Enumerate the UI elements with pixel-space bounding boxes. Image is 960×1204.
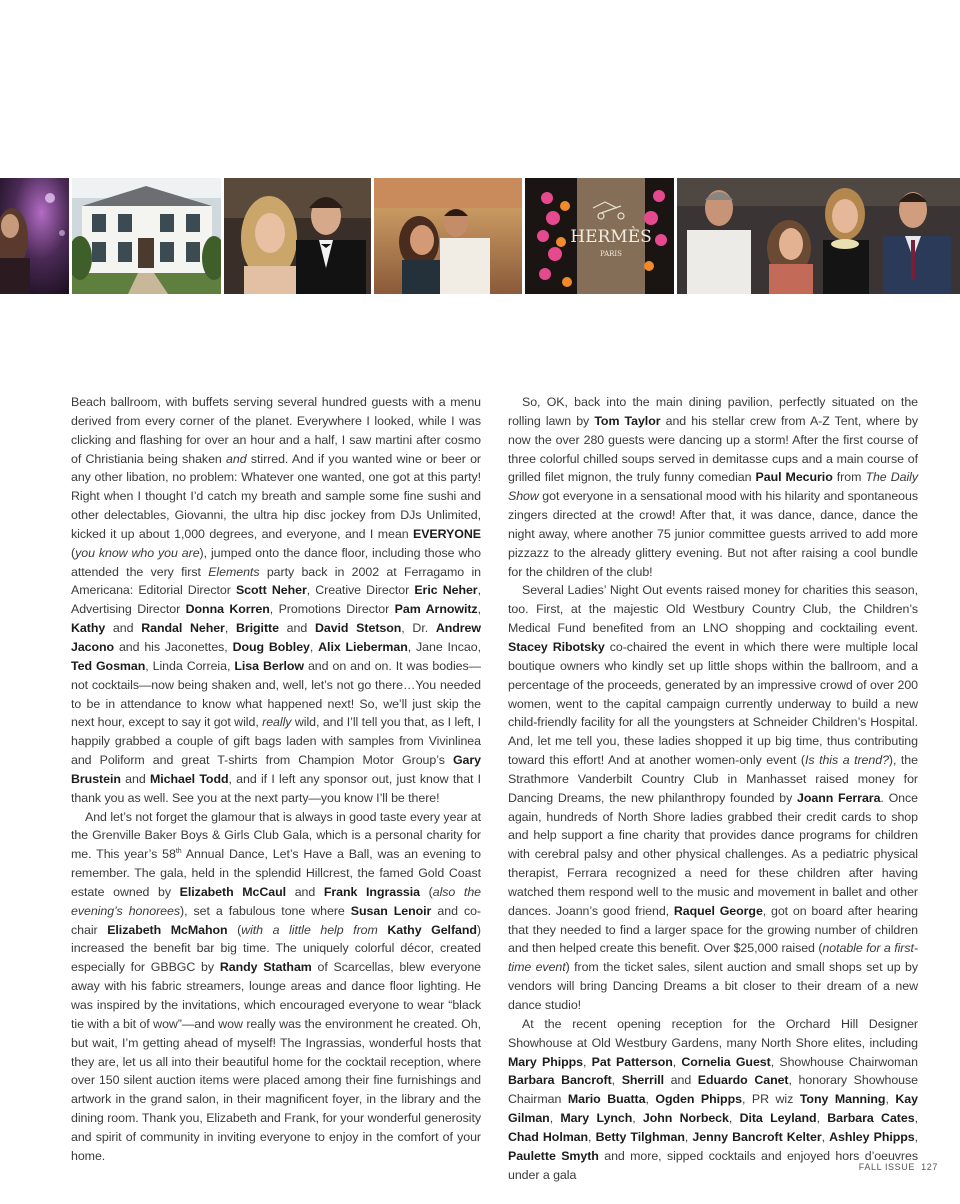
bold-name: Donna Korren: [185, 602, 270, 617]
article-paragraph: [508, 581, 918, 1014]
bold-name: Doug Bobley: [232, 639, 310, 654]
article-column-right: [508, 393, 918, 1184]
bold-name: Susan Lenoir: [350, 903, 432, 918]
text-run: ,: [309, 639, 319, 654]
hermes-sign-city: PARIS: [599, 250, 622, 258]
italic-text: and: [226, 451, 247, 466]
text-run: and: [286, 884, 324, 899]
text-run: and: [278, 621, 315, 636]
text-run: ,: [611, 1073, 622, 1088]
bold-name: Tony Manning: [799, 1092, 886, 1107]
bold-name: Michael Todd: [149, 771, 229, 786]
text-run: party back in 2002 at Ferragamo in Americana: Editorial Director: [71, 564, 481, 598]
bold-name: Joann Ferrara: [797, 790, 881, 805]
text-run: ,: [672, 1054, 682, 1069]
text-run: ,: [477, 602, 481, 617]
text-run: ), set a fabulous tone where: [180, 903, 351, 918]
photo-mansion: [72, 178, 221, 294]
bold-name: Raquel George: [673, 903, 763, 918]
text-run: , Linda Correia,: [145, 658, 235, 673]
bold-name: Chad Holman: [508, 1129, 589, 1144]
text-run: . Once again, hundreds of North Shore ladies grabbed their credit cards to shop and help support a fine charity that provides dance programs for children with cerebral palsy and other physical challenges. As a pediatric physical therapist, Ferrara recognized a need for these children after having watched them respond well to the music and movement in ballet and other dances. Joann’s good friend,: [508, 790, 919, 918]
text-run: stirred. And if you wanted wine or beer or any other libation, no problem: Whatever one wanted, one got at this party! Right when I thought I’d catch my breath and sample some fine sushi and other delectables, Giovanni, the ultra hip disc jockey from DJs Unlimited, kicked it up about 1,000 degrees, and everyone, and I mean: [71, 451, 481, 541]
text-run: th: [175, 848, 182, 856]
text-run: ), the Strathmore Vanderbilt Country Club in Manhasset raised money for Dancing Dreams, the new philanthropy founded by: [508, 753, 918, 805]
text-run: , PR wiz: [741, 1092, 800, 1107]
italic-text: you know who you are: [75, 545, 200, 560]
bold-name: Mary Lynch: [560, 1111, 633, 1126]
bold-name: Jenny Bancroft Kelter: [692, 1129, 822, 1144]
photo-dancer: [0, 178, 69, 294]
text-run: , and if I left any sponsor out, just know that I thank you as well. See you at the next party—you know I’ll be there!: [71, 771, 482, 805]
bold-name: EVERYONE: [413, 526, 481, 541]
text-run: co-chaired the event in which there were multiple local boutique owners who kindly set up little shops within the ballroom, and a percentage of the proceeds, generated by an impressive crowd of over 200 women, went to the capital campaign currently underway to build a new child-friendly facility for all the youngsters at Schneider Children’s Hospital. And, let me tell you, these ladies shopped it up big time, thus contributing toward this effort! And at another women-only event (: [508, 639, 919, 768]
bold-name: Pam Arnowitz: [394, 602, 478, 617]
bold-name: Randy Statham: [219, 960, 312, 975]
text-run: , Showhouse Chairwoman: [770, 1054, 918, 1069]
bold-name: Gary Brustein: [71, 753, 481, 786]
text-run: , honorary Showhouse Chairman: [508, 1073, 918, 1107]
bold-name: Paulette Smyth: [508, 1148, 599, 1163]
bold-name: Paul Mecurio: [755, 470, 833, 485]
text-run: , got on board after hearing that they needed to find a larger space for the growing number of children and then helped create this benefit. Over $25,000 raised (: [508, 903, 918, 956]
text-run: ,: [684, 1129, 693, 1144]
bold-name: Frank Ingrassia: [323, 884, 420, 899]
text-run: and: [120, 771, 150, 786]
text-run: and his Jaconettes,: [114, 639, 233, 654]
italic-text: Elements: [208, 564, 260, 579]
italic-text: notable for a first-time event: [508, 941, 918, 975]
bold-name: Ted Gosman: [71, 658, 146, 673]
bold-name: Eduardo Canet: [697, 1073, 789, 1088]
bold-name: Scott Neher: [235, 583, 307, 598]
italic-text: with a little help from: [241, 922, 388, 937]
article-paragraph: [71, 393, 481, 808]
bold-name: Kay Gilman: [508, 1092, 918, 1126]
folio-section: FALL ISSUE: [858, 1162, 915, 1172]
bold-name: Barbara Bancroft: [508, 1073, 612, 1088]
bold-name: Stacey Ribotsky: [508, 639, 605, 654]
bold-name: Cornelia Guest: [681, 1054, 771, 1069]
photo-strip: [0, 178, 960, 294]
bold-name: Ogden Phipps: [655, 1092, 742, 1107]
text-run: ,: [645, 1092, 656, 1107]
bold-name: Sherrill: [621, 1073, 664, 1088]
text-run: (: [420, 884, 433, 899]
text-run: , Creative Director: [306, 583, 415, 598]
bold-name: Brigitte: [235, 621, 279, 636]
photo-couple-poolside: [374, 178, 522, 294]
text-run: and on and on. It was bodies—not cocktails—now being shaken and, well, let’s not go there…You needed to be in attendance to know what happened next! So, we’ll just skip the next hour, except to say it got wild,: [71, 658, 481, 730]
italic-text: Is this a trend?: [804, 753, 889, 768]
text-run: (: [71, 545, 76, 560]
page-folio: [859, 1162, 938, 1172]
text-run: ,: [728, 1111, 740, 1126]
bold-name: Kathy: [71, 621, 106, 636]
text-run: , Jane Incao,: [407, 639, 481, 654]
text-run: ,: [885, 1092, 896, 1107]
bold-name: Elizabeth McCaul: [179, 884, 287, 899]
text-run: ,: [583, 1054, 592, 1069]
bold-name: Kathy Gelfand: [387, 922, 477, 937]
bold-name: Elizabeth McMahon: [107, 922, 228, 937]
bold-name: Betty Tilghman: [595, 1129, 685, 1144]
bold-name: Mary Phipps: [508, 1054, 583, 1069]
photo-couple-blonde: [224, 178, 372, 294]
text-run: (: [227, 922, 242, 937]
photo-group-four: [677, 178, 960, 294]
text-run: ), jumped onto the dance floor, including those who attended the very first: [71, 545, 481, 579]
article-paragraph: [508, 1015, 918, 1185]
text-run: ,: [632, 1111, 643, 1126]
bold-name: Pat Patterson: [591, 1054, 673, 1069]
bold-name: Alix Lieberman: [318, 639, 408, 654]
photo-hermes-sign: [525, 178, 674, 294]
text-run: So, OK, back into the main dining pavilion, perfectly situated on the rolling lawn by: [508, 395, 918, 428]
bold-name: Lisa Berlow: [234, 658, 304, 673]
text-run: , Advertising Director: [71, 583, 481, 617]
text-run: ,: [224, 621, 236, 636]
bold-name: Eric Neher: [414, 583, 478, 598]
text-run: and his stellar crew from A-Z Tent, where by now the over 280 guests were dancing up a storm! After the first course of three colorful chilled soups served in demitasse cups and a main course of grilled filet mignon, the truly funny comedian: [508, 413, 918, 485]
text-run: ) from the ticket sales, silent auction and small shops set up by vendors will bring Dancing Dreams a bit closer to their dream of a new dance studio!: [508, 960, 918, 1012]
bold-name: John Norbeck: [642, 1111, 729, 1126]
text-run: and: [105, 621, 142, 636]
text-run: , Promotions Director: [269, 602, 395, 617]
article-paragraph: [508, 393, 918, 581]
text-run: ,: [821, 1129, 830, 1144]
italic-text: The Daily Show: [508, 470, 918, 504]
bold-name: Mario Buatta: [567, 1092, 646, 1107]
bold-name: David Stetson: [314, 621, 402, 636]
article-paragraph: [71, 808, 481, 1166]
text-run: ) increased the benefit bar big time. The uniquely colorful décor, created especially for GBBGC by: [71, 922, 481, 975]
text-run: Several Ladies’ Night Out events raised money for charities this season, too. First, at the majestic Old Westbury Country Club, the Children’s Medical Fund benefited from an LNO shopping and cocktailing event.: [508, 583, 918, 636]
text-run: And let’s not forget the glamour that is always in good taste every year at the Grenville Baker Boys & Girls Club Gala, which is a personal charity for me. This year’s 58: [71, 809, 481, 862]
text-run: ,: [914, 1129, 919, 1144]
text-run: and: [664, 1073, 698, 1088]
text-run: ,: [549, 1111, 561, 1126]
italic-text: also the evening’s honorees: [71, 884, 481, 918]
article-column-left: [71, 393, 481, 1166]
text-run: Annual Dance, Let’s Have a Ball, was an evening to remember. The gala, held in the splendid Hillcrest, the famed Gold Coast estate owned by: [71, 847, 481, 899]
text-run: and co-chair: [71, 903, 482, 937]
bold-name: Tom Taylor: [594, 413, 661, 428]
text-run: ,: [914, 1111, 918, 1126]
bold-name: Barbara Cates: [827, 1111, 915, 1126]
text-run: ,: [588, 1129, 596, 1144]
folio-page-number: 127: [921, 1162, 938, 1172]
text-run: wild, and I’ll tell you that, as I left, I happily grabbed a couple of gift bags laden with samples from Vivinlinea and Poliform and great T-shirts from Champion Motor Group’s: [71, 715, 481, 768]
text-run: of Scarcellas, blew everyone away with his fabric streamers, lounge areas and dance floor lighting. He was inspired by the invitations, which encouraged everyone to wear “black tie with a bit of wow”—and wow really was the environment he created. Oh, but wait, I’m getting ahead of myself! The Ingrassias, wonderful hosts that they are, let us all into their beautiful home for the cocktail reception, where over 150 silent auction items were placed among their fine furnishings and artwork in the grand salon, in their magnificent foyer, in the library and the dining room. Thank you, Elizabeth and Frank, for your wonderful generosity and spirit of community in inviting everyone to enjoy in the comfort of your home.: [71, 960, 482, 1163]
text-run: got everyone in a sensational mood with his hilarity and spontaneous zingers directed at the crowd! After that, it was dance, dance, dance the night away, where another 75 junior committee guests arrived to add more pizzazz to the already glittery evening. But not after raising a cool bundle for the children of the club!: [508, 489, 918, 579]
text-run: ,: [816, 1111, 828, 1126]
bold-name: Dita Leyland: [739, 1111, 817, 1126]
text-run: and more, sipped cocktails and enjoyed hors d’oeuvres under a gala: [508, 1148, 918, 1182]
text-run: , Dr.: [401, 621, 436, 636]
bold-name: Andrew Jacono: [71, 621, 481, 654]
text-run: At the recent opening reception for the Orchard Hill Designer Showhouse at Old Westbury Gardens, many North Shore elites, including: [508, 1016, 918, 1050]
italic-text: really: [262, 715, 292, 730]
bold-name: Ashley Phipps: [829, 1129, 915, 1144]
bold-name: Randal Neher: [141, 621, 225, 636]
text-run: Beach ballroom, with buffets serving several hundred guests with a menu derived from every corner of the planet. Everywhere I looked, while I was clicking and flashing for over an hour and a half, I saw martini after cosmo of Christiania being shaken: [71, 395, 481, 466]
hermes-sign-text: HERMÈS: [570, 227, 652, 247]
text-run: from: [832, 470, 866, 485]
